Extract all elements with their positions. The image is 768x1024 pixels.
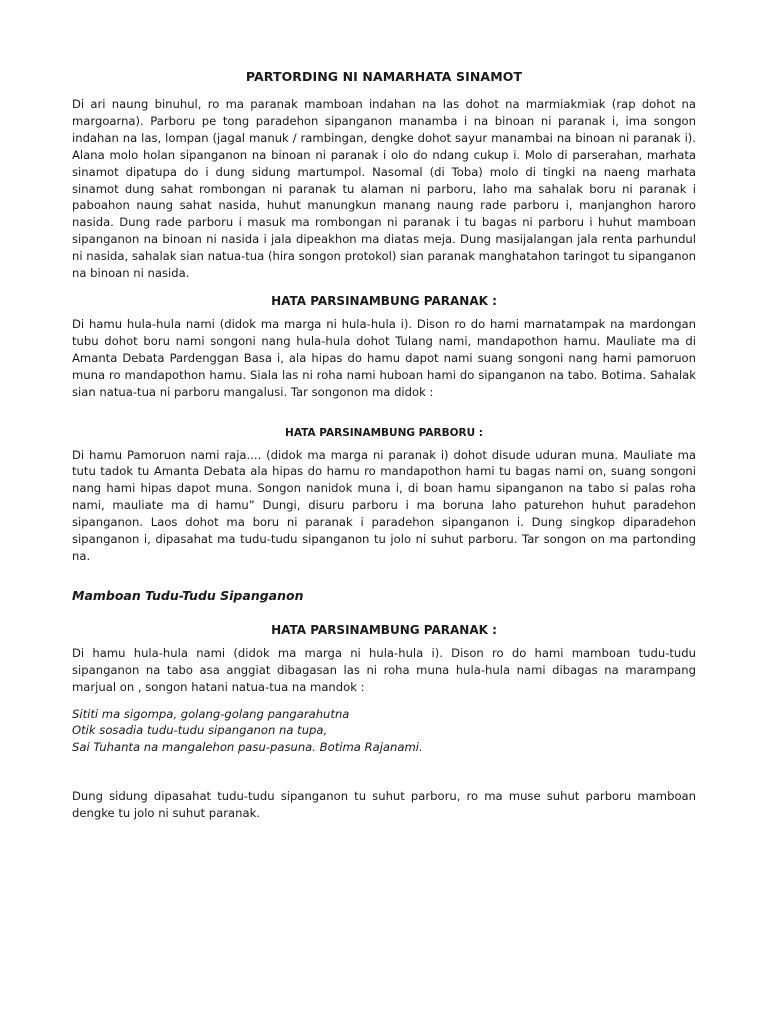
paranak-speech-paragraph: Di hamu hula-hula nami (didok ma marga ni hula-hula i). Dison ro do hami marnatampak na mardongan tubu dohot boru nami songoni nang hula-hula dohot Tulang nami, mandapothon hamu. Mauliate ma di Amanta Debata Pardenggan Basa i, ala hipas do hamu dapot nami suang songoni nang hami pamoruon muna ro mandapothon hamu. Siala las ni roha nami huboan hami do sipanganon na tabo. Botima. Sahalak sian natua-tua ni parboru mangalusi. Tar songonon ma didok : — [72, 316, 696, 399]
heading-parsinambung-parboru: HATA PARSINAMBUNG PARBORU : — [285, 426, 483, 439]
document-title: PARTORDING NI NAMARHATA SINAMOT — [245, 69, 523, 84]
intro-paragraph: Di ari naung binuhul, ro ma paranak mamboan indahan na las dohot na marmiakmiak (rap dohot na margoarna). Parboru pe tong paradehon sipanganon manamba i na binoan ni paranak i, ima songon indahan na las, lompan (jagal manuk / rambingan, dengke dohot sayur manambai na binoan ni paranak i). Alana molo holan sipanganon na binoan ni paranak i olo do ndang cukup i. Molo di parserahan, marhata sinamot dipatupa do i dung sidung martumpol. Nasomal (di Toba) molo di tingki na naeng marhata sinamot dung sahat rombongan ni paranak tu alaman ni parboru, laho ma sahalak boru ni paranak i paboahon naung sahat nasida, huhut manungkun manang naung rade parboru i, manjanghon haroro nasida. Dung rade parboru i masuk ma rombongan ni paranak i tu bagas ni parboru i huhut mamboan sipanganon na binoan ni nasida i jala dipeakhon ma diatas meja. Dung masijalangan jala renta parhundul ni nasida, sahalak sian natua-tua (hira songon protokol) sian paranak manghatahon taringot tu sipanganon na binoan ni nasida. — [72, 97, 696, 281]
parboru-speech-paragraph: Di hamu Pamoruon nami raja.... (didok ma marga ni paranak i) dohot disude uduran muna. Mauliate ma tutu tadok tu Amanta Debata ala hipas do hamu ro mandapothon hami tu bagas nami on, suang songoni nang hami hipas dapot muna. Songon nanidok muna i, di boan hamu sipanganon na tabo si palas roha nami, mauliate ma di hamu” Dungi, disuru parboru i ma boruna laho paturehon huhut paradehon sipanganon. Laos dohot ma boru ni paranak i paradehon sipanganon i. Dung singkop diparadehon sipanganon i, dipasahat ma tudu-tudu sipanganon tu jolo ni suhut parboru. Tar songon on ma partonding na. — [72, 447, 696, 563]
poem-line: Sai Tuhanta na mangalehon pasu-pasuna. Botima Rajanami. — [72, 740, 423, 755]
poem-block — [72, 706, 696, 757]
section-title: Mamboan Tudu-Tudu Sipanganon — [72, 587, 304, 603]
poem-line: Sititi ma sigompa, golang-golang pangarahutna — [72, 706, 350, 721]
closing-paragraph: Dung sidung dipasahat tudu-tudu sipanganon tu suhut parboru, ro ma muse suhut parboru mamboan dengke tu jolo ni suhut paranak. — [72, 789, 696, 821]
heading-parsinambung-paranak-1: HATA PARSINAMBUNG PARANAK : — [271, 293, 497, 308]
heading-parsinambung-paranak-2: HATA PARSINAMBUNG PARANAK : — [271, 622, 497, 637]
poem-line: Otik sosadia tudu-tudu sipanganon na tupa, — [72, 723, 328, 738]
tudu-tudu-paragraph: Di hamu hula-hula nami (didok ma marga ni hula-hula i). Dison ro do hami mamboan tudu-tudu sipanganon na tabo asa anggiat dibagasan las ni roha muna hula-hula nami dibagas na marampang marjual on , songon hatani natua-tua na mandok : — [72, 645, 696, 694]
